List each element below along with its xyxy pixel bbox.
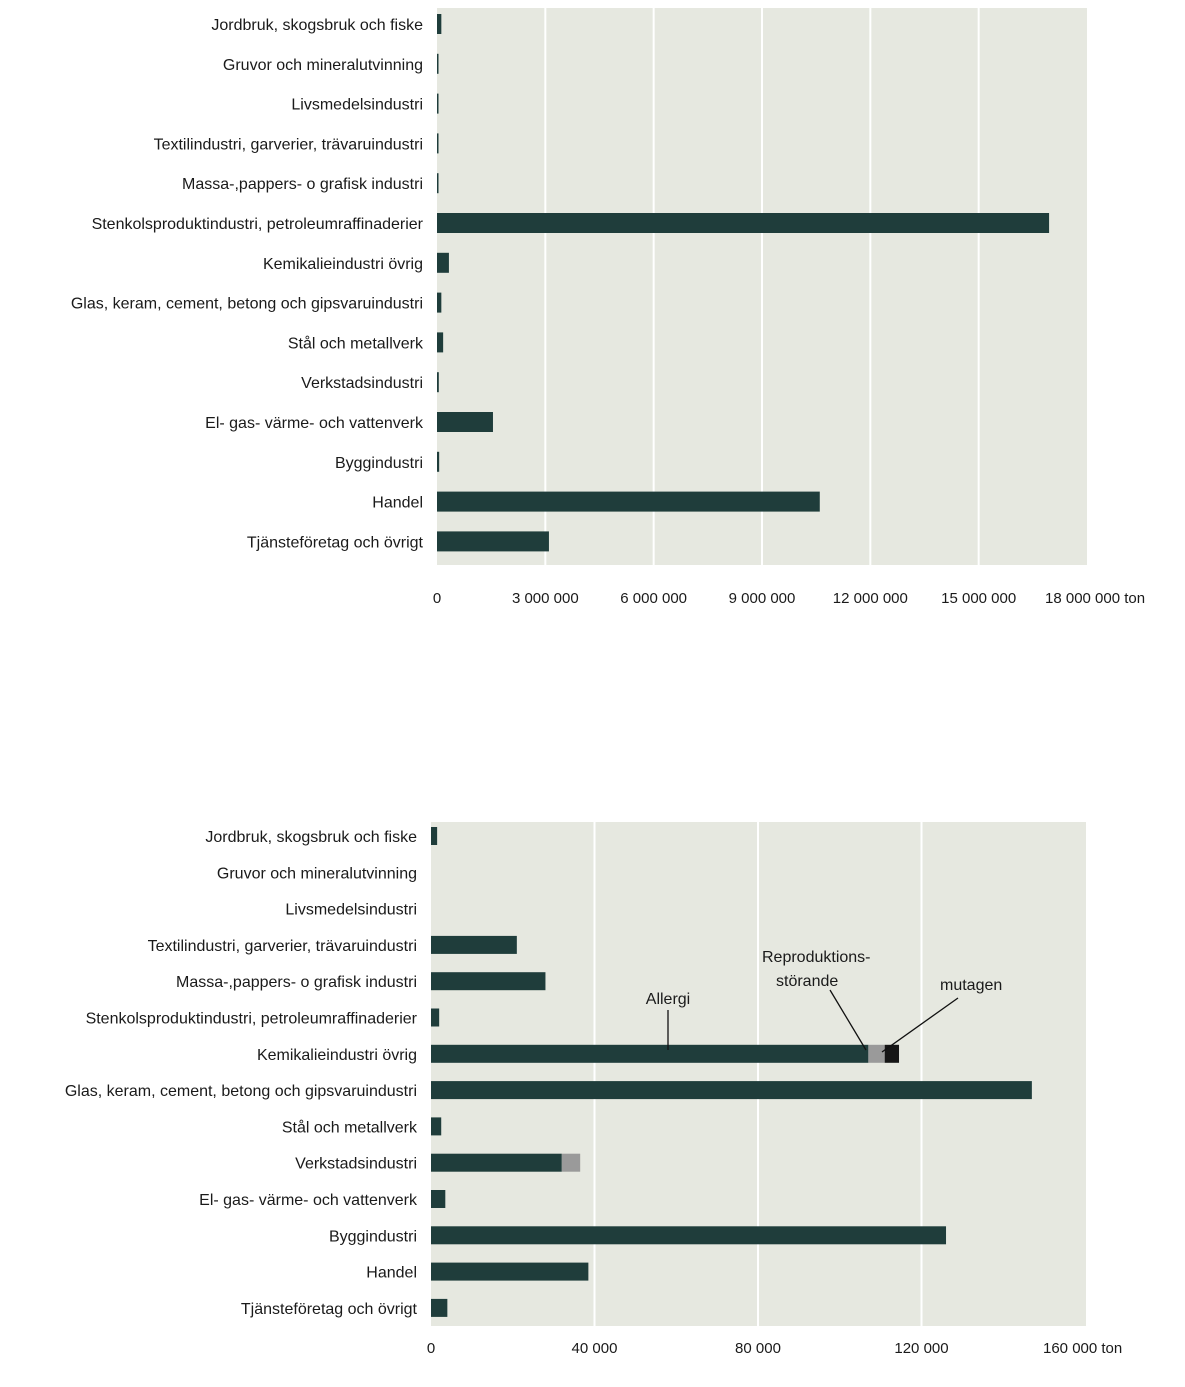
bar-segment — [562, 1154, 580, 1172]
bar — [437, 332, 443, 352]
category-label: Handel — [372, 494, 423, 512]
bar-segment — [431, 1081, 1032, 1099]
bar — [437, 133, 439, 153]
bar — [437, 531, 549, 551]
category-label: Massa-,pappers- o grafisk industri — [176, 974, 417, 992]
x-tick-label: 6 000 000 — [620, 590, 688, 607]
category-label: Verkstadsindustri — [301, 375, 423, 393]
chart-2 — [65, 822, 1122, 1357]
category-label: Tjänsteföretag och övrigt — [240, 1300, 417, 1318]
bar-segment — [868, 1045, 884, 1063]
category-label: Stål och metallverk — [287, 335, 423, 353]
x-tick-label: 0 — [432, 590, 442, 607]
category-label: Stenkolsproduktindustri, petroleumraffinaderier — [91, 216, 423, 233]
bar — [437, 372, 439, 392]
category-label: Livsmedelsindustri — [291, 96, 423, 114]
bar-segment — [431, 1299, 447, 1317]
category-label: Gruvor och mineralutvinning — [216, 865, 417, 883]
category-label: Massa-,pappers- o grafisk industri — [182, 176, 423, 194]
x-tick-label: 12 000 000 — [832, 590, 908, 607]
category-label: Jordbruk, skogsbruk och fiske — [211, 17, 423, 34]
bar — [437, 293, 441, 313]
category-label: Handel — [366, 1264, 417, 1282]
category-label: El- gas- värme- och vattenverk — [199, 1192, 417, 1209]
category-label: Textilindustri, garverier, trävaruindustri — [153, 136, 423, 154]
category-label: Kemikalieindustri övrig — [256, 1046, 417, 1064]
bar — [437, 14, 441, 34]
bar-segment — [431, 1263, 588, 1281]
bar-segment — [431, 1045, 868, 1063]
x-tick-label: 9 000 000 — [728, 590, 796, 607]
category-label: Kemikalieindustri övrig — [262, 255, 423, 273]
bar-segment — [431, 827, 437, 845]
category-label: Textilindustri, garverier, trävaruindustri — [147, 937, 417, 955]
bar-segment — [431, 936, 517, 954]
x-tick-label: 40 000 — [571, 1340, 618, 1357]
bar-segment — [885, 1045, 899, 1063]
bar — [437, 213, 1049, 233]
category-label: Verkstadsindustri — [295, 1155, 417, 1173]
category-label: Stenkolsproduktindustri, petroleumraffinaderier — [85, 1010, 417, 1028]
x-tick-label: 3 000 000 — [511, 590, 579, 607]
category-label: Livsmedelsindustri — [285, 901, 417, 919]
reproduktions-label-line1: Reproduktions- — [762, 949, 871, 966]
bar — [437, 253, 449, 273]
category-label: Byggindustri — [328, 1228, 417, 1246]
bar-segment — [431, 972, 545, 990]
x-tick-label: 18 000 000 ton — [1045, 590, 1146, 607]
bar-segment — [431, 1117, 441, 1135]
chart-1-tick-labels — [433, 590, 1145, 607]
chart-2-tick-labels — [427, 1340, 1122, 1357]
x-tick-label: 0 — [426, 1340, 436, 1357]
chart-1-category-labels — [71, 17, 424, 551]
bar — [437, 54, 439, 74]
bar-segment — [431, 1154, 562, 1172]
category-label: El- gas- värme- och vattenverk — [205, 415, 423, 432]
chart-1 — [71, 8, 1145, 607]
x-tick-label: 80 000 — [735, 1340, 781, 1357]
category-label: Gruvor och mineralutvinning — [222, 56, 423, 74]
category-label: Glas, keram, cement, betong och gipsvaruindustri — [70, 295, 423, 313]
bar-segment — [431, 1190, 445, 1208]
category-label: Jordbruk, skogsbruk och fiske — [205, 829, 417, 846]
bar-segment — [431, 1009, 439, 1027]
bar — [437, 412, 493, 432]
category-label: Byggindustri — [334, 454, 423, 472]
bar — [437, 94, 439, 114]
category-label: Stål och metallverk — [281, 1119, 417, 1137]
category-label: Glas, keram, cement, betong och gipsvaruindustri — [64, 1083, 417, 1101]
bar — [437, 452, 439, 472]
bar-segment — [431, 1226, 946, 1244]
x-tick-label: 160 000 ton — [1043, 1340, 1123, 1357]
bar — [437, 173, 439, 193]
reproduktions-label-line2: störande — [776, 973, 839, 990]
x-tick-label: 15 000 000 — [941, 590, 1017, 607]
chart-2-category-labels — [65, 829, 418, 1318]
allergi-label: Allergi — [645, 991, 691, 1008]
x-tick-label: 120 000 — [894, 1340, 949, 1357]
mutagen-label: mutagen — [940, 977, 1003, 994]
bar — [437, 492, 820, 512]
category-label: Tjänsteföretag och övrigt — [246, 534, 423, 552]
